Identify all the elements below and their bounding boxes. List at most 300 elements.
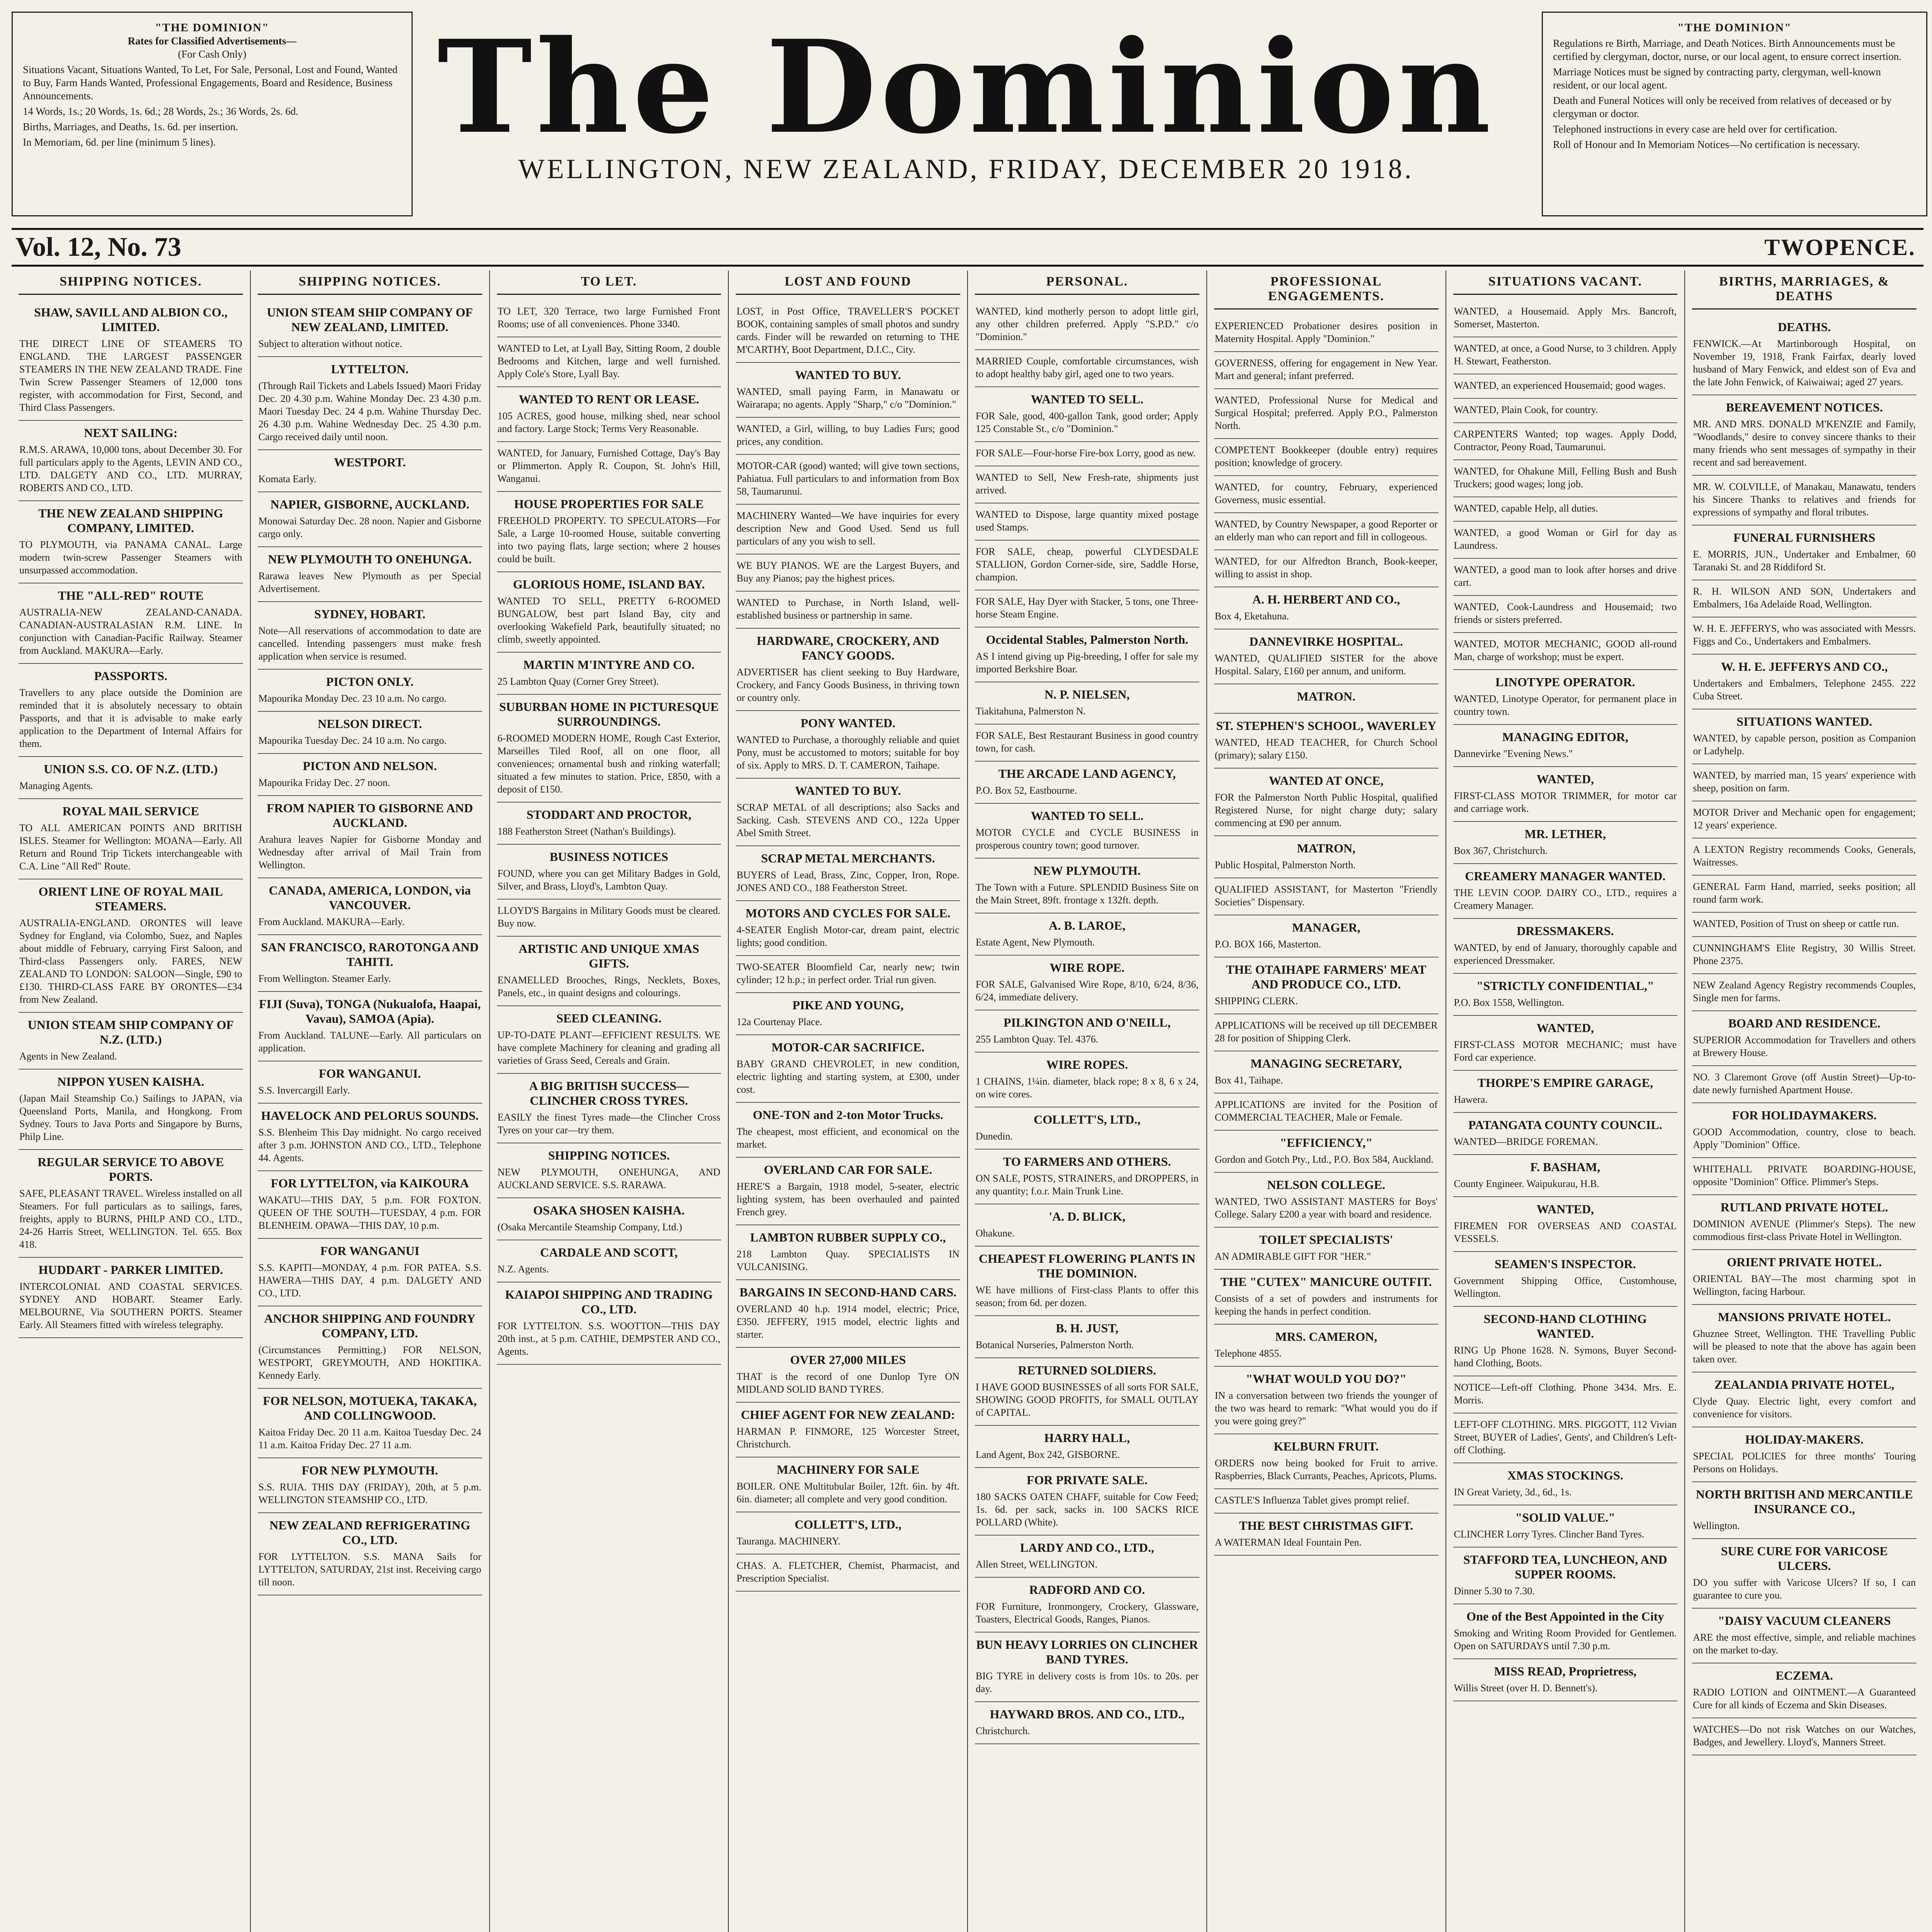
classified-ad: [1453, 374, 1678, 399]
rates-box-subtitle: Rates for Classified Advertisements—: [128, 35, 297, 47]
classified-ad: [975, 1702, 1199, 1744]
ad-heading: Occidental Stables, Palmerston North.: [986, 633, 1189, 646]
classified-ad: [736, 1280, 960, 1348]
ad-heading: UNION STEAM SHIP COMPANY OF N.Z. (LTD.): [27, 1018, 234, 1046]
ad-text: Christchurch.: [976, 1725, 1030, 1736]
classified-ad: [1692, 974, 1917, 1011]
ad-text: County Engineer. Waipukurau, H.B.: [1454, 1178, 1600, 1189]
column-8: [1685, 270, 1923, 1932]
ad-heading: HOUSE PROPERTIES FOR SALE: [514, 497, 704, 511]
ad-text: FOR SALE, cheap, powerful CLYDESDALE STALLION, Gordon Corner-side, sire, Saddle Horse, champion.: [976, 546, 1199, 583]
classified-ad: [1453, 864, 1678, 919]
ad-heading: CREAMERY MANAGER WANTED.: [1465, 869, 1666, 883]
classified-ad: [19, 1070, 243, 1150]
classified-ad: [1453, 767, 1678, 822]
ad-heading: WANTED,: [1536, 772, 1594, 786]
ad-heading: MATRON.: [1297, 689, 1355, 703]
classified-ad: [736, 592, 960, 629]
ad-heading: FOR WANGANUI: [320, 1244, 420, 1258]
ad-text: TWO-SEATER Bloomfield Car, nearly new; twin cylinder; 12 h.p.; in perfect order. Trial run given.: [736, 961, 959, 985]
ad-text: RADIO LOTION and OINTMENT.—A Guaranteed Cure for all kinds of Eczema and Skin Diseases.: [1693, 1687, 1916, 1711]
ad-heading: THE "CUTEX" MANICURE OUTFIT.: [1220, 1275, 1432, 1289]
ad-text: Gordon and Gotch Pty., Ltd., P.O. Box 584, Auckland.: [1214, 1154, 1434, 1165]
column-6: [1207, 270, 1446, 1932]
ad-text: MOTOR Driver and Mechanic open for engagement; 12 years' experience.: [1693, 807, 1916, 831]
classified-ad: [1214, 836, 1439, 878]
classified-ad: [497, 1074, 721, 1143]
classified-ad: [1214, 1094, 1439, 1131]
ad-heading: FOR PRIVATE SALE.: [1027, 1473, 1148, 1487]
ad-text: AUSTRALIA-ENGLAND. ORONTES will leave Sydney for England, via Colombo, Suez, and Naples about middle of February, carrying First Saloon, and Third-class Passengers only. FARES, NEW ZEALAND TO LONDON: SALOON—Single, £90 to £130. THIRD-CLASS FARE BY ORONTES—£34 from New Zealand.: [19, 917, 242, 1005]
regulation-line: Telephoned instructions in every case are held over for certification.: [1553, 123, 1837, 135]
classified-ad: [1692, 709, 1917, 764]
classified-ad: [736, 455, 960, 505]
ad-text: WANTED, a Girl, willing, to buy Ladies Furs; good prices, any condition.: [736, 423, 959, 447]
column-header: PERSONAL.: [975, 270, 1199, 295]
ad-heading: LAMBTON RUBBER SUPPLY CO.,: [750, 1230, 946, 1244]
classified-ad: [497, 300, 721, 337]
ad-text: (Circumstances Permitting.) FOR NELSON, WESTPORT, GREYMOUTH, AND HOKITIKA. Kennedy Early.: [258, 1344, 481, 1381]
ad-text: WANTED, capable Help, all duties.: [1454, 503, 1598, 514]
ad-heading: PICTON AND NELSON.: [303, 759, 437, 773]
ad-heading: NELSON DIRECT.: [318, 717, 422, 731]
ad-text: GOVERNESS, offering for engagement in New Year. Mart and general; infant preferred.: [1214, 357, 1438, 381]
classified-ad: [975, 1107, 1199, 1150]
rates-line: In Memoriam, 6d. per line (minimum 5 lines).: [23, 136, 216, 148]
ad-text: EXPERIENCED Probationer desires position in Maternity Hospital. Apply "Dominion.": [1214, 320, 1438, 344]
ad-text: TO PLYMOUTH, via PANAMA CANAL. Large modern twin-screw Passenger Steamers with unsurpassed accommodation.: [19, 539, 242, 576]
ad-heading: NORTH BRITISH AND MERCANTILE INSURANCE CO.,: [1696, 1487, 1913, 1516]
ad-text: Mapourika Friday Dec. 27 noon.: [258, 777, 390, 788]
classified-ad: [19, 1150, 243, 1258]
ad-text: The Town with a Future. SPLENDID Business Site on the Main Street, 89ft. frontage x 132ft. depth.: [976, 882, 1199, 906]
column-3: [490, 270, 729, 1932]
ad-text: WANTED, small paying Farm, in Manawatu or Wairarapa; no agents. Apply "Sharp," c/o "Dominion.": [736, 386, 959, 410]
ad-heading: KAIAPOI SHIPPING AND TRADING CO., LTD.: [505, 1287, 713, 1316]
classified-ad: [1453, 633, 1678, 670]
ad-heading: FUNERAL FURNISHERS: [1733, 531, 1876, 544]
ad-heading: MANAGER,: [1292, 920, 1361, 934]
classified-ad: [258, 1239, 482, 1306]
ad-heading: UNION S.S. CO. OF N.Z. (LTD.): [44, 762, 218, 776]
classified-ad: [1453, 1155, 1678, 1197]
ad-heading: BOARD AND RESIDENCE.: [1728, 1016, 1881, 1030]
ad-text: FOR SALE, Hay Dyer with Stacker, 5 tons, one Three-horse Steam Engine.: [976, 596, 1199, 620]
regulations-box: [1542, 12, 1927, 216]
ad-text: WANTED, a Housemaid. Apply Mrs. Bancroft, Somerset, Masterton.: [1454, 306, 1677, 330]
ad-heading: TOILET SPECIALISTS': [1259, 1233, 1393, 1247]
ad-text: THE DIRECT LINE OF STEAMERS TO ENGLAND. THE LARGEST PASSENGER STEAMERS IN THE NEW ZEALAND TRADE. Fine Twin Screw Passenger Steamers of 12,000 tons register, with accommodation for First, Second, and Third Class Passengers.: [19, 338, 242, 413]
classified-ad: [1214, 476, 1439, 513]
ad-text: Box 41, Taihape.: [1214, 1075, 1283, 1086]
ad-heading: FOR LYTTELTON, via KAIKOURA: [270, 1176, 469, 1190]
classified-ad: [1453, 822, 1678, 864]
classified-ad: [736, 1554, 960, 1592]
ad-text: WANTED, for our Alfredton Branch, Book-keeper, willing to assist in shop.: [1214, 556, 1438, 580]
ad-text: WANTED, by married man, 15 years' experience with sheep, position on farm.: [1693, 770, 1916, 794]
ad-text: Wellington.: [1693, 1520, 1740, 1531]
classified-ad: [1453, 1252, 1678, 1307]
ad-text: R. H. WILSON AND SON, Undertakers and Embalmers, 16a Adelaide Road, Wellington.: [1693, 586, 1916, 610]
ad-text: WANTED, for country, February, experienced Governess, music essential.: [1214, 481, 1438, 505]
classified-ad: [975, 956, 1199, 1010]
ad-text: Subject to alteration without notice.: [258, 338, 402, 349]
classified-ad: [497, 803, 721, 845]
classified-ad: [497, 1143, 721, 1198]
ad-heading: KELBURN FRUIT.: [1274, 1439, 1379, 1453]
ad-text: WANTED, HEAD TEACHER, for Church School (primary); salary £150.: [1214, 737, 1438, 761]
ad-heading: HOLIDAY-MAKERS.: [1745, 1432, 1864, 1446]
ad-text: Hawera.: [1454, 1094, 1488, 1105]
ad-text: WANTED, by end of January, thoroughly capable and experienced Dressmaker.: [1454, 942, 1677, 966]
ad-text: SPECIAL POLICIES for three months' Touring Persons on Holidays.: [1693, 1451, 1916, 1475]
ad-text: ON SALE, POSTS, STRAINERS, and DROPPERS, in any quantity; f.o.r. Main Trunk Line.: [976, 1173, 1199, 1197]
classified-ad: [1214, 1270, 1439, 1325]
ad-heading: STODDART AND PROCTOR,: [526, 808, 692, 821]
ad-heading: NEXT SAILING:: [84, 426, 178, 440]
ad-text: LOST, in Post Office, TRAVELLER'S POCKET BOOK, containing samples of small photos and sundry cards. Finder will be rewarded on returning to THE M'CARTHY, Boot Department, D.I.C., City.: [736, 306, 959, 355]
ad-heading: SAN FRANCISCO, RAROTONGA AND TAHITI.: [261, 940, 479, 969]
ad-text: Dannevirke "Evening News.": [1454, 748, 1573, 759]
classified-ad: [975, 724, 1199, 762]
ad-heading: One of the Best Appointed in the City: [1466, 1609, 1664, 1623]
ad-text: WATCHES—Do not risk Watches on our Watches, Badges, and Jewellery. Lloyd's, Manners Street.: [1693, 1724, 1916, 1748]
column-header: SHIPPING NOTICES.: [19, 270, 243, 295]
classified-ad: [1692, 617, 1917, 655]
ad-heading: NEW ZEALAND REFRIGERATING CO., LTD.: [269, 1518, 471, 1547]
classified-ad: [258, 1104, 482, 1171]
ad-text: WANTED, Professional Nurse for Medical and Surgical Hospital; preferred. Apply P.O., Palmerston North.: [1214, 395, 1438, 431]
ad-text: Land Agent, Box 242, GISBORNE.: [976, 1449, 1120, 1460]
ad-text: Monowai Saturday Dec. 28 noon. Napier and Gisborne cargo only.: [258, 515, 481, 539]
ad-text: LLOYD'S Bargains in Military Goods must be cleared. Buy now.: [497, 905, 721, 929]
ad-text: WANTED to Dispose, large quantity mixed postage used Stamps.: [976, 509, 1199, 533]
ad-text: (Japan Mail Steamship Co.) Sailings to JAPAN, via Queensland Ports, Manila, and Hongkong. From Sydney. Tours to Java Ports and Singapore by Burns, Philp Line.: [19, 1093, 242, 1142]
classified-ad: [736, 505, 960, 554]
ad-text: Agents in New Zealand.: [19, 1051, 117, 1062]
ad-heading: WANTED,: [1536, 1202, 1594, 1216]
classified-ad: [1453, 1016, 1678, 1071]
ad-heading: SITUATIONS WANTED.: [1736, 714, 1872, 728]
ad-text: 1 CHAINS, 1¼in. diameter, black rope; 8 x 8, 6 x 24, on wire cores.: [976, 1076, 1199, 1100]
ad-heading: MRS. CAMERON,: [1275, 1330, 1378, 1344]
classified-ad: [1214, 550, 1439, 587]
classified-ad: [497, 937, 721, 1006]
ad-text: 6-ROOMED MODERN HOME, Rough Cast Exterior, Marseilles Tiled Roof, all on one floor, all conveniences; ornamental bush and rinking waterfall; situated a few minutes to station. Price, £850, with a deposit of £150.: [497, 733, 721, 795]
ad-heading: MANAGING SECRETARY,: [1250, 1056, 1402, 1070]
ad-text: P.O. Box 1558, Wellington.: [1454, 997, 1565, 1008]
ad-text: WANTED, Position of Trust on sheep or cattle run.: [1693, 918, 1899, 929]
classified-ad: [19, 757, 243, 799]
ad-text: Allen Street, WELLINGTON.: [976, 1559, 1098, 1570]
ad-text: BOILER. ONE Multitubular Boiler, 12ft. 6in. by 4ft. 6in. diameter; all complete and very good condition.: [736, 1481, 959, 1505]
classified-ad: [258, 712, 482, 754]
ad-text: 255 Lambton Quay. Tel. 4376.: [976, 1034, 1099, 1045]
ad-text: Estate Agent, New Plymouth.: [976, 937, 1095, 948]
classified-ad: [975, 541, 1199, 590]
classified-ad: [975, 762, 1199, 804]
classified-ad: [1214, 1228, 1439, 1270]
classified-ad: [736, 554, 960, 592]
classified-ad: [258, 547, 482, 602]
classified-ad: [1214, 1014, 1439, 1051]
classified-ad: [1453, 1197, 1678, 1252]
classified-ad: [497, 1282, 721, 1365]
ad-text: Managing Agents.: [19, 780, 93, 791]
classified-ad: [19, 1013, 243, 1070]
ad-heading: "EFFICIENCY,": [1280, 1136, 1372, 1150]
classified-ad: [736, 846, 960, 901]
classified-ad: [975, 1010, 1199, 1053]
ad-heading: FOR WANGANUI.: [318, 1066, 421, 1080]
classified-ad: [1214, 1131, 1439, 1173]
classified-ad: [497, 572, 721, 653]
classified-ad: [975, 1247, 1199, 1316]
ad-text: CARPENTERS Wanted; top wages. Apply Dodd, Contractor, Peony Road, Taumarunui.: [1454, 429, 1677, 452]
classified-ad: [975, 1633, 1199, 1702]
ad-text: Clyde Quay. Electric light, every comfort and convenience for visitors.: [1693, 1396, 1916, 1420]
ad-heading: NEW PLYMOUTH TO ONEHUNGA.: [268, 552, 472, 566]
classified-ad: [736, 1348, 960, 1403]
ad-text: ORIENTAL BAY—The most charming spot in Wellington, facing Harbour.: [1693, 1273, 1916, 1297]
ad-text: AN ADMIRABLE GIFT FOR "HER.": [1214, 1251, 1371, 1262]
ad-heading: "STRICTLY CONFIDENTIAL,": [1476, 979, 1654, 993]
classified-ad: [975, 1358, 1199, 1426]
ad-text: HARMAN P. FINMORE, 125 Worcester Street, Christchurch.: [736, 1426, 959, 1450]
ad-heading: BEREAVEMENT NOTICES.: [1726, 400, 1883, 414]
ad-heading: ANCHOR SHIPPING AND FOUNDRY COMPANY, LTD.: [264, 1311, 476, 1340]
ad-text: QUALIFIED ASSISTANT, for Masterton "Friendly Societies" Dispensary.: [1214, 884, 1438, 908]
classified-ad: [497, 1240, 721, 1282]
ad-text: WANTED, by Country Newspaper, a good Reporter or an elderly man who can report and fill in collogeous.: [1214, 519, 1438, 543]
classified-ad: [975, 1150, 1199, 1204]
ad-heading: STAFFORD TEA, LUNCHEON, AND SUPPER ROOMS.: [1463, 1553, 1667, 1581]
column-5: [968, 270, 1207, 1932]
classified-ad: [258, 300, 482, 357]
ad-text: Public Hospital, Palmerston North.: [1214, 859, 1356, 871]
classified-ad: [975, 1204, 1199, 1247]
ad-text: WANTED, Plain Cook, for country.: [1454, 404, 1598, 415]
classified-ad: [1692, 937, 1917, 974]
ad-text: AUSTRALIA-NEW ZEALAND-CANADA. CANADIAN-AUSTRALASIAN R.M. LINE. In conjunction with Canadian-Pacific Railway. Steamer from Auckland. MAKURA—Early.: [19, 607, 242, 656]
ad-heading: "DAISY VACUUM CLEANERS: [1718, 1614, 1891, 1628]
classified-ad: [736, 363, 960, 418]
ad-text: FIREMEN FOR OVERSEAS AND COASTAL VESSELS.: [1454, 1220, 1677, 1244]
ad-heading: NELSON COLLEGE.: [1267, 1178, 1386, 1192]
classified-ad: [1214, 915, 1439, 957]
column-7: [1446, 270, 1685, 1932]
ad-text: WANTED, for Ohakune Mill, Felling Bush and Bush Truckers; good wages; long job.: [1454, 466, 1677, 490]
ad-heading: NAPIER, GISBORNE, AUCKLAND.: [270, 497, 469, 511]
ad-text: WHITEHALL PRIVATE BOARDING-HOUSE, opposite "Dominion" Office. Plimmer's Steps.: [1693, 1163, 1916, 1187]
classified-ad: [497, 900, 721, 937]
ad-heading: PILKINGTON AND O'NEILL,: [1003, 1015, 1171, 1029]
ad-heading: A. B. LAROE,: [1049, 918, 1126, 932]
classified-ad: [19, 300, 243, 421]
ad-heading: WANTED TO RENT OR LEASE.: [519, 392, 699, 406]
ad-text: S.S. RUIA. THIS DAY (FRIDAY), 20th, at 5 p.m. WELLINGTON STEAMSHIP CO., LTD.: [258, 1481, 481, 1505]
classified-ad: [1214, 1367, 1439, 1434]
ad-heading: MACHINERY FOR SALE: [776, 1463, 920, 1476]
classified-ad: [258, 1061, 482, 1104]
ad-text: NEW PLYMOUTH, ONEHUNGA, AND AUCKLAND SERVICE. S.S. RARAWA.: [497, 1167, 721, 1190]
ad-heading: MANSIONS PRIVATE HOTEL.: [1718, 1310, 1891, 1324]
ad-text: RING Up Phone 1628. N. Symons, Buyer Second-hand Clothing, Boots.: [1454, 1345, 1677, 1369]
ad-heading: CHIEF AGENT FOR NEW ZEALAND:: [741, 1408, 955, 1422]
ad-text: EASILY the finest Tyres made—the Clincher Cross Tyres on your car—try them.: [497, 1112, 721, 1136]
ad-text: BABY GRAND CHEVROLET, in new condition, electric lighting and starting system, at £300, under cost.: [736, 1058, 959, 1095]
regulation-line: Death and Funeral Notices will only be received from relatives of deceased or by clergyman or doctor.: [1553, 95, 1892, 119]
rates-box-note: (For Cash Only): [178, 48, 247, 60]
ad-heading: HUDDART - PARKER LIMITED.: [38, 1263, 223, 1277]
ad-heading: PICTON ONLY.: [326, 675, 414, 689]
classified-ad: [1453, 670, 1678, 725]
ad-text: FOR Furniture, Ironmongery, Crockery, Glassware, Toasters, Electrical Goods, Ranges, Pianos.: [976, 1601, 1199, 1625]
classified-ad: [497, 695, 721, 803]
classified-ad: [1453, 1113, 1678, 1155]
ad-text: Willis Street (over H. D. Bennett's).: [1454, 1682, 1598, 1694]
classified-ad: [19, 501, 243, 583]
ad-text: Komata Early.: [258, 473, 316, 485]
classified-ad: [975, 682, 1199, 724]
ad-text: (Osaka Mercantile Steamship Company, Ltd.): [497, 1221, 682, 1233]
ad-heading: THE OTAIHAPE FARMERS' MEAT AND PRODUCE CO., LTD.: [1226, 963, 1427, 991]
classified-ad: [1214, 1173, 1439, 1228]
classified-ad: [1692, 1103, 1917, 1158]
ad-heading: FOR NELSON, MOTUEKA, TAKAKA, AND COLLINGWOOD.: [263, 1394, 477, 1422]
ad-heading: MOTOR-CAR SACRIFICE.: [771, 1040, 925, 1054]
ad-text: WANTED TO SELL, PRETTY 6-ROOMED BUNGALOW, best part Island Bay, city and overlooking Wakefield Park, beautifully situated; no climb, sweetly appointed.: [497, 595, 721, 645]
ad-heading: ST. STEPHEN'S SCHOOL, WAVERLEY: [1216, 719, 1437, 733]
ad-text: DOMINION AVENUE (Plimmer's Steps). The new commodious first-class Private Hotel in Wellington.: [1693, 1218, 1916, 1242]
ad-text: WANTED, QUALIFIED SISTER for the above Hospital. Salary, £160 per annum, and uniform.: [1214, 653, 1438, 677]
regulation-line: Regulations re Birth, Marriage, and Death Notices. Birth Announcements must be certified by clergyman, doctor, nurse, or our local agent, to ensure correct insertion.: [1553, 37, 1901, 62]
classified-ad: [497, 442, 721, 492]
ad-heading: COLLETT'S, LTD.,: [1034, 1112, 1141, 1126]
classified-ad: [258, 1513, 482, 1595]
classified-rates-box: [12, 12, 413, 216]
ad-heading: ONE-TON and 2-ton Motor Trucks.: [753, 1108, 944, 1122]
ad-heading: THORPE'S EMPIRE GARAGE,: [1477, 1076, 1653, 1090]
classified-ad: [19, 1258, 243, 1338]
ad-text: WANTED, an experienced Housemaid; good wages.: [1454, 380, 1666, 391]
classified-ad: [258, 450, 482, 492]
ad-text: WANTED, a good man to look after horses and drive cart.: [1454, 564, 1677, 588]
classified-ad: [258, 878, 482, 935]
ad-heading: TO FARMERS AND OTHERS.: [1003, 1155, 1171, 1168]
column-1: [12, 270, 251, 1932]
classified-ad: [1453, 1604, 1678, 1659]
ad-text: COMPETENT Bookkeeper (double entry) requires position; knowledge of grocery.: [1214, 444, 1438, 468]
classified-ad: [1453, 559, 1678, 596]
ad-text: WANTED to Purchase, in North Island, well-established business or partnership in same.: [736, 597, 959, 621]
ad-text: ORDERS now being booked for Fruit to arrive. Raspberries, Black Currants, Peaches, Apricots, Plums.: [1214, 1458, 1438, 1481]
classified-ad: [1692, 1427, 1917, 1482]
ad-text: NOTICE—Left-off Clothing. Phone 3434. Mrs. E. Morris.: [1454, 1382, 1677, 1406]
classified-ad: [1453, 725, 1678, 767]
ad-text: CUNNINGHAM'S Elite Registry, 30 Willis Street. Phone 2375.: [1693, 942, 1916, 966]
classified-ad: [1692, 838, 1917, 876]
classified-ad: [1214, 1434, 1439, 1489]
ad-text: INTERCOLONIAL AND COASTAL SERVICES. SYDNEY AND HOBART. Steamer Early. MELBOURNE, Via SOUTHERN PORTS. Steamer Early. All Steamers fitted with wireless telegraphy.: [19, 1281, 242, 1330]
classified-ad: [1692, 1066, 1917, 1103]
ad-text: Kaitoa Friday Dec. 20 11 a.m. Kaitoa Tuesday Dec. 24 11 a.m. Kaitoa Friday Dec. 27 11 a.m.: [258, 1427, 481, 1451]
ad-heading: THE ARCADE LAND AGENCY,: [998, 767, 1176, 781]
ad-text: WAKATU—THIS DAY, 5 p.m. FOR FOXTON. QUEEN OF THE SOUTH—TUESDAY, 4 p.m. FOR BLENHEIM. OPAWA—THIS DAY, 10 p.m.: [258, 1194, 481, 1231]
classified-ad: [1692, 1250, 1917, 1305]
ad-heading: OVERLAND CAR FOR SALE.: [764, 1163, 932, 1177]
ad-text: NO. 3 Claremont Grove (off Austin Street)—Up-to-date newly furnished Apartment House.: [1693, 1071, 1916, 1095]
ad-heading: ZEALANDIA PRIVATE HOTEL,: [1714, 1378, 1895, 1391]
ad-heading: WIRE ROPE.: [1049, 961, 1125, 975]
classified-ad: [1453, 337, 1678, 374]
ad-heading: BARGAINS IN SECOND-HAND CARS.: [739, 1285, 957, 1299]
classified-ad: [1692, 655, 1917, 709]
ad-text: SUPERIOR Accommodation for Travellers and others at Brewery House.: [1693, 1034, 1916, 1058]
ad-heading: CHEAPEST FLOWERING PLANTS IN THE DOMINION.: [979, 1252, 1196, 1280]
ad-text: Dinner 5.30 to 7.30.: [1454, 1585, 1535, 1597]
ad-heading: RADFORD AND CO.: [1029, 1583, 1145, 1597]
ad-heading: THE "ALL-RED" ROUTE: [58, 588, 204, 602]
ad-heading: HAVELOCK AND PELORUS SOUNDS.: [261, 1109, 479, 1122]
ad-heading: THE NEW ZEALAND SHIPPING COMPANY, LIMITED.: [38, 506, 223, 535]
classified-ad: [975, 387, 1199, 442]
classified-ad: [19, 664, 243, 757]
ad-text: MR. AND MRS. DONALD M'KENZIE and Family, "Woodlands," desire to convey sincere thanks to their many friends who sent messages of sympathy in their recent and sad bereavement.: [1693, 418, 1916, 468]
ad-heading: F. BASHAM,: [1530, 1160, 1600, 1174]
classified-ad: [736, 629, 960, 711]
classified-ad: [1453, 1505, 1678, 1548]
classified-ad: [1692, 1011, 1917, 1066]
ad-heading: ROYAL MAIL SERVICE: [62, 804, 199, 818]
column-header: LOST AND FOUND: [736, 270, 960, 295]
classified-ad: [1214, 439, 1439, 476]
ad-text: BIG TYRE in delivery costs is from 10s. to 20s. per day.: [976, 1670, 1199, 1694]
classified-ad: [975, 1536, 1199, 1578]
ad-text: R.M.S. ARAWA, 10,000 tons, about December 30. For full particulars apply to the Agents, LEVIN AND CO., LTD. DALGETY AND CO., LTD. MURRAY, ROBERTS AND CO., LTD.: [19, 444, 242, 493]
ad-text: FOUND, where you can get Military Badges in Gold, Silver, and Brass, Lloyd's, Lambton Quay.: [497, 868, 721, 892]
ad-text: P.O. Box 52, Eastbourne.: [976, 785, 1077, 796]
ad-text: Box 367, Christchurch.: [1454, 845, 1548, 856]
ad-heading: HARRY HALL,: [1044, 1431, 1130, 1445]
classified-ad: [1692, 876, 1917, 913]
ad-text: TO ALL AMERICAN POINTS AND BRITISH ISLES. Steamer for Wellington: MOANA—Early. All Return and Round Trip Tickets interchangeable with C.A. Line "All Red" Route.: [19, 822, 242, 872]
ad-heading: LINOTYPE OPERATOR.: [1495, 675, 1635, 689]
classified-ad: [1214, 1514, 1439, 1556]
ad-heading: WANTED TO BUY.: [795, 368, 901, 382]
ad-heading: B. H. JUST,: [1056, 1321, 1119, 1335]
classified-ad: [1214, 769, 1439, 836]
ad-text: Botanical Nurseries, Palmerston North.: [976, 1339, 1134, 1350]
ad-text: FREEHOLD PROPERTY. TO SPECULATORS—For Sale, a Large 10-roomed House, suitable converting into two paying flats, large section; where 2 houses could be built.: [497, 515, 721, 565]
price: TWOPENCE.: [1764, 234, 1916, 260]
ad-text: 188 Featherston Street (Nathan's Buildings).: [497, 826, 676, 837]
ad-heading: WANTED TO SELL.: [1031, 809, 1144, 823]
ad-heading: WIRE ROPES.: [1046, 1058, 1128, 1071]
ad-heading: OSAKA SHOSEN KAISHA.: [533, 1203, 685, 1217]
classified-ad: [1692, 1482, 1917, 1539]
column-header: TO LET.: [497, 270, 721, 295]
ad-text: Tiakitahuna, Palmerston N.: [976, 706, 1086, 717]
ad-text: (Through Rail Tickets and Labels Issued) Maori Friday Dec. 20 4.30 p.m. Wahine Monday Dec. 23 4.30 p.m. Maori Tuesday Dec. 24 4 p.m. Wahine Thursday Dec. 26 4.30 p.m. Wahine Wednesday Dec. 25 4.30 p.m. Cargo received daily until noon.: [258, 380, 481, 442]
ad-text: W. H. E. JEFFERYS, who was associated with Messrs. Figgs and Co., Undertakers and Embalmers.: [1693, 623, 1916, 647]
ad-heading: SURE CURE FOR VARICOSE ULCERS.: [1721, 1544, 1888, 1573]
ad-text: Ohakune.: [976, 1228, 1015, 1239]
classified-ad: [975, 503, 1199, 541]
ad-heading: THE BEST CHRISTMAS GIFT.: [1239, 1519, 1413, 1532]
classified-ad: [1453, 1071, 1678, 1113]
ad-heading: PATANGATA COUNTY COUNCIL.: [1468, 1118, 1662, 1132]
